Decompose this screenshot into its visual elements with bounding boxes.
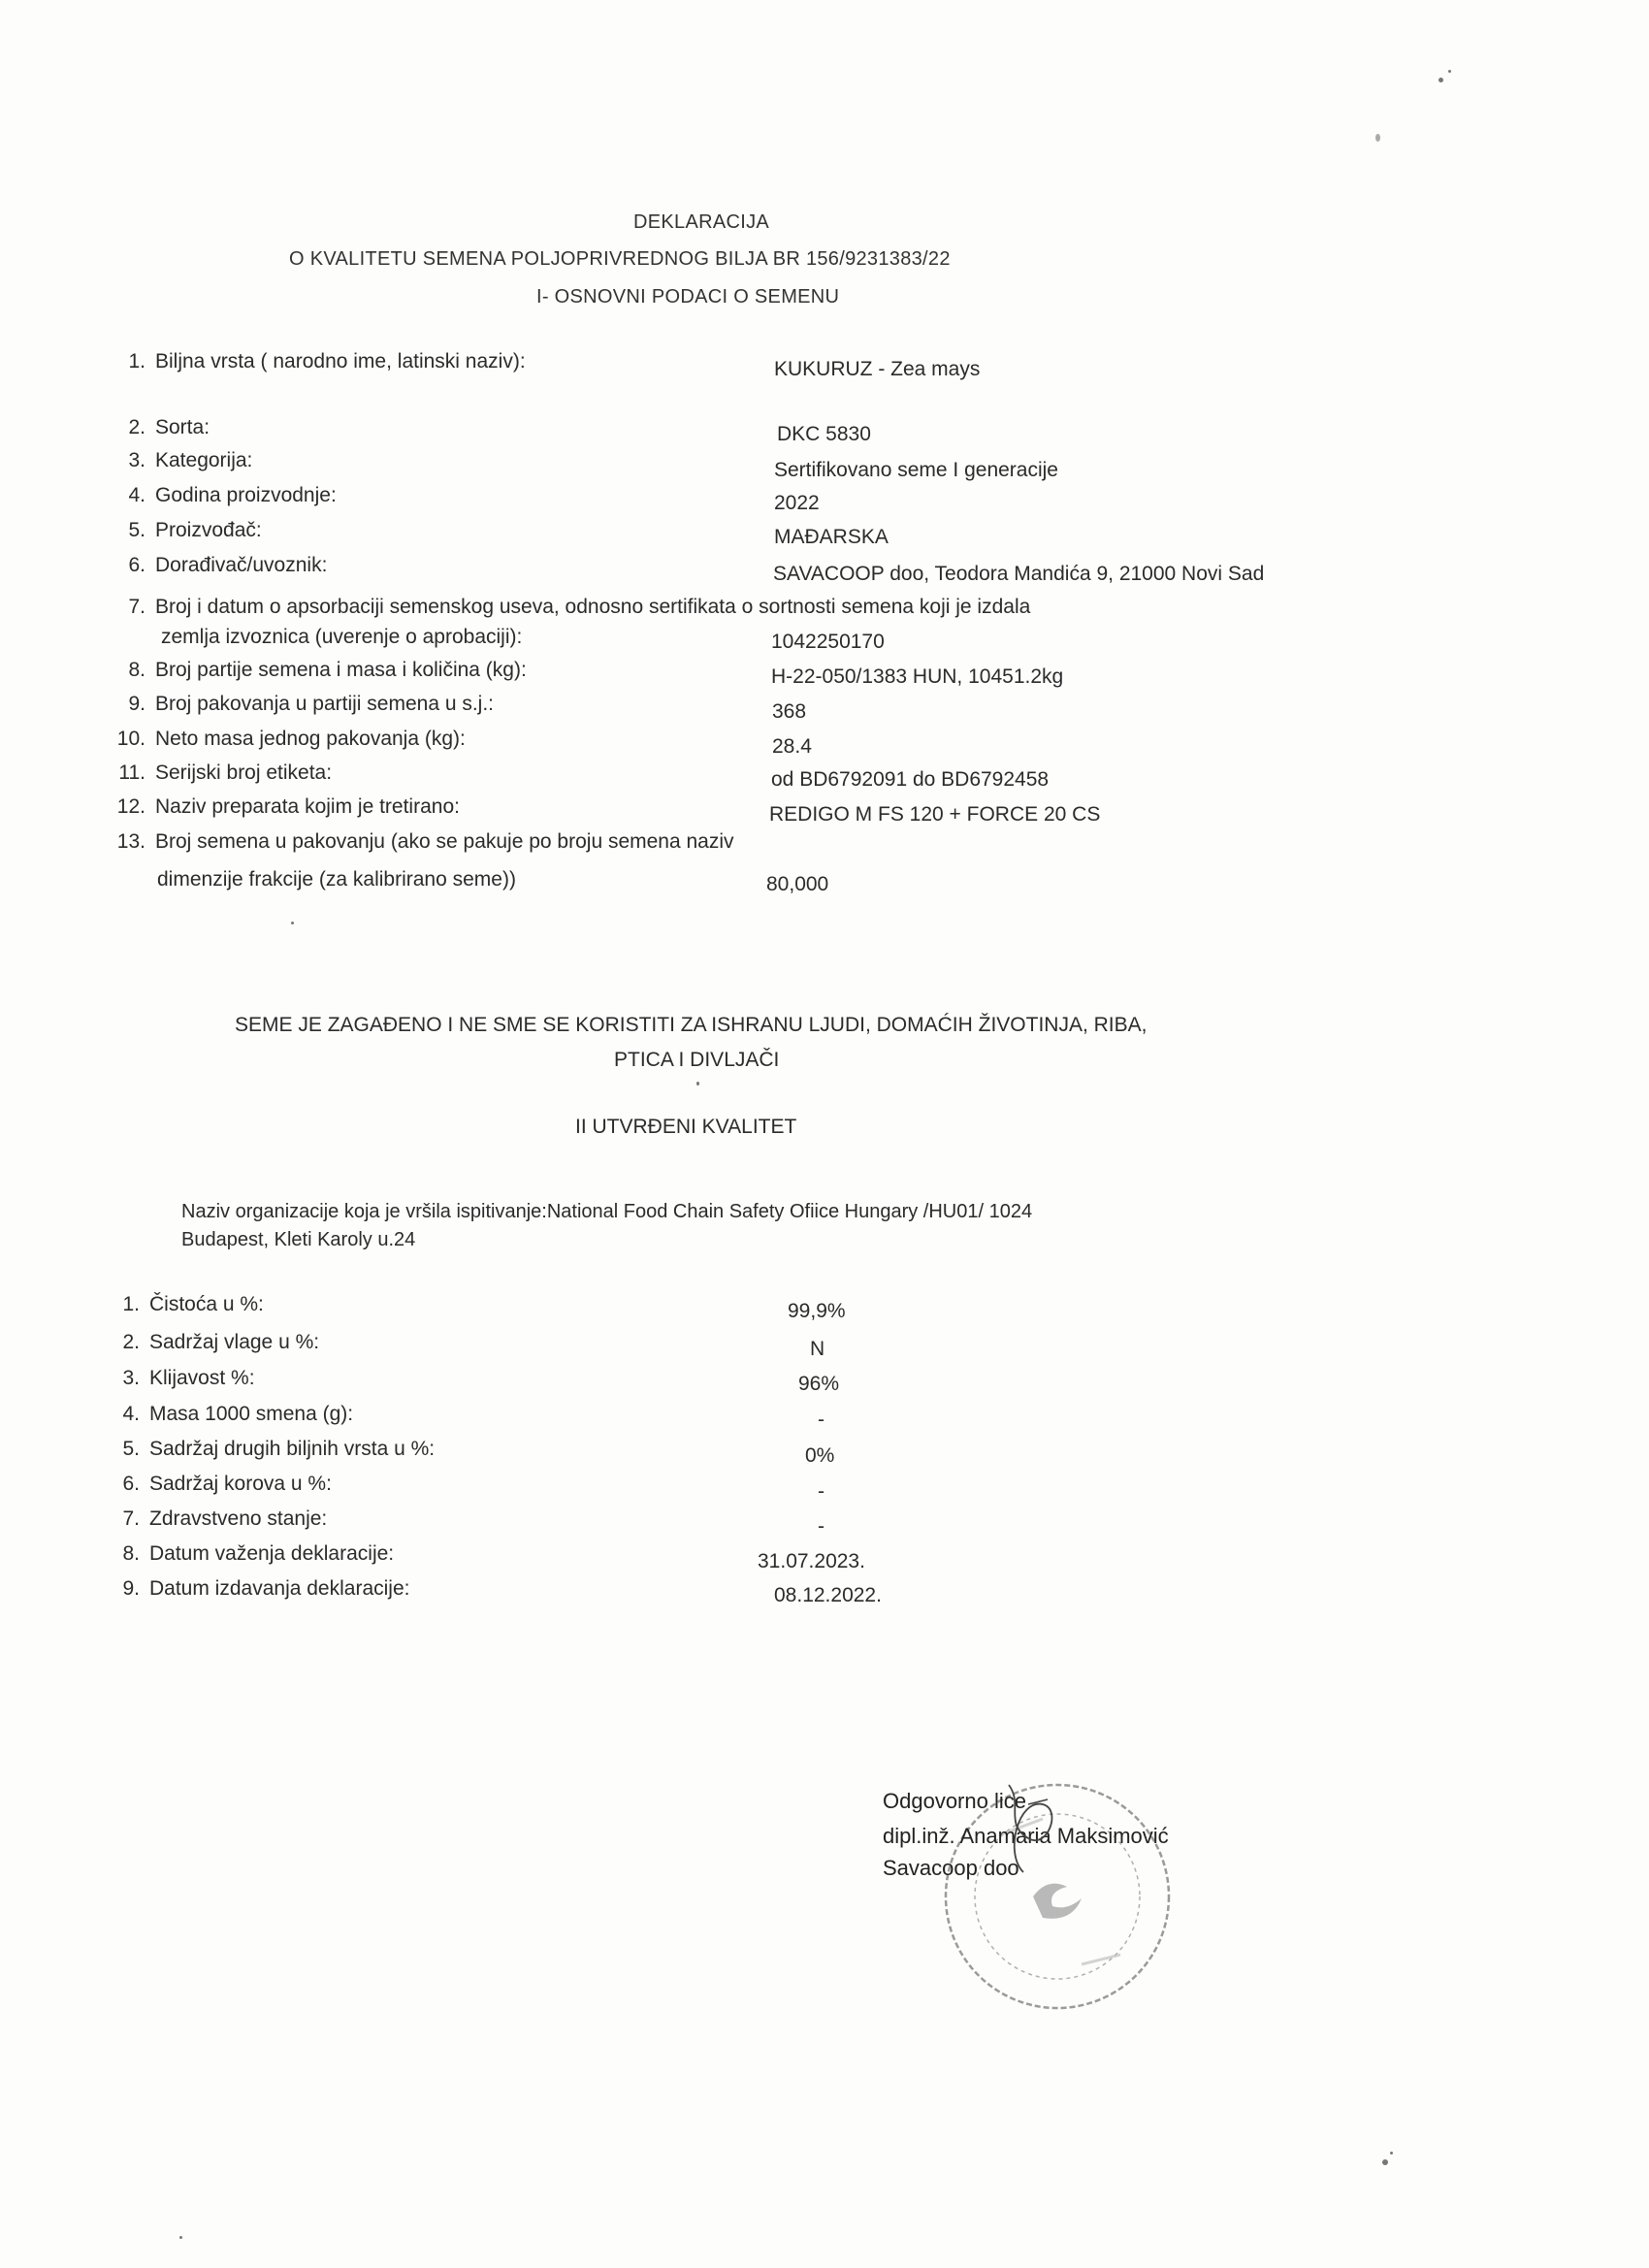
basic-row-4-label (107, 484, 337, 507)
scan-speck (1439, 78, 1443, 82)
signature-role: Odgovorno lice (883, 1789, 1026, 1813)
quality-row-6-value: - (818, 1480, 824, 1503)
warning-line-2: PTICA I DIVLJAČI (614, 1049, 780, 1071)
quality-row-9-value: 08.12.2022. (774, 1584, 882, 1606)
quality-row-1-value: 99,9% (788, 1300, 846, 1322)
quality-row-3-value: 96% (798, 1373, 840, 1395)
row-label: Godina proizvodnje: (155, 484, 337, 506)
basic-row-3-value: Sertifikovano seme I generacije (774, 459, 1058, 481)
scan-speck (1375, 134, 1380, 142)
signature-name: dipl.inž. Anamaria Maksimović (883, 1824, 1169, 1848)
scan-speck (1390, 2152, 1393, 2155)
row-number: 8. (128, 659, 146, 681)
basic-row-9-value: 368 (772, 700, 807, 723)
quality-row-7-value: - (818, 1515, 824, 1538)
row-number: 9. (122, 1577, 140, 1600)
basic-row-1-value: KUKURUZ - Zea mays (774, 358, 981, 380)
basic-row-5-label (107, 519, 262, 542)
row-label: Sadržaj vlage u %: (149, 1331, 320, 1353)
quality-row-4-value: - (818, 1409, 824, 1431)
row-label: Sadržaj korova u %: (149, 1473, 332, 1495)
basic-row-8-value: H-22-050/1383 HUN, 10451.2kg (771, 665, 1064, 688)
row-label: Broj i datum o apsorbaciji semenskog useva, odnosno sertifikata o sortnosti semena koji je izdala (155, 596, 1031, 618)
basic-row-4-value: 2022 (774, 492, 820, 514)
quality-row-8-value: 31.07.2023. (758, 1550, 865, 1572)
row-number: 6. (122, 1473, 140, 1495)
row-label: Datum važenja deklaracije: (149, 1542, 395, 1565)
row-label: Neto masa jednog pakovanja (kg): (155, 728, 466, 750)
basic-row-11-value: od BD6792091 do BD6792458 (771, 768, 1050, 791)
row-label: Sadržaj drugih biljnih vrsta u %: (149, 1438, 436, 1460)
row-number: 4. (128, 484, 146, 506)
row-number: 12. (116, 795, 146, 818)
row-number: 4. (122, 1403, 140, 1425)
row-label: Kategorija: (155, 449, 253, 471)
row-number: 5. (122, 1438, 140, 1460)
row-number: 2. (122, 1331, 140, 1353)
quality-row-3-label (101, 1367, 255, 1390)
basic-row-13-label-continued: dimenzije frakcije (za kalibrirano seme)) (157, 868, 516, 891)
scan-speck (1448, 70, 1451, 73)
basic-row-9-label (107, 693, 494, 716)
basic-row-2-label (107, 416, 210, 439)
organization-line-2: Budapest, Kleti Karoly u.24 (181, 1229, 416, 1250)
basic-row-13-value: 80,000 (766, 873, 829, 895)
row-number: 8. (122, 1542, 140, 1565)
row-label: Broj semena u pakovanju (ako se pakuje po broju semena naziv (155, 830, 734, 853)
row-number: 3. (122, 1367, 140, 1389)
row-number: 7. (122, 1507, 140, 1530)
quality-row-5-value: 0% (805, 1444, 835, 1467)
row-number: 2. (128, 416, 146, 438)
row-label: Naziv preparata kojim je tretirano: (155, 795, 460, 818)
scan-speck (179, 2236, 182, 2239)
organization-line-1: Naziv organizacije koja je vršila ispitivanje:National Food Chain Safety Ofiice Hungary /HU01/ 1024 (181, 1201, 1033, 1222)
basic-row-7-label-continued: zemlja izvoznica (uverenje o aprobaciji): (161, 626, 523, 648)
quality-row-8-label (101, 1542, 394, 1566)
basic-row-7-label (107, 596, 1030, 619)
quality-row-9-label (101, 1577, 409, 1601)
quality-row-2-label (101, 1331, 319, 1354)
row-label: Biljna vrsta ( narodno ime, latinski naziv): (155, 350, 526, 373)
row-number: 5. (128, 519, 146, 541)
scan-speck (696, 1082, 699, 1085)
quality-row-1-label (101, 1293, 264, 1316)
basic-row-10-label (107, 728, 466, 751)
basic-row-1-label (107, 350, 526, 373)
row-number: 1. (128, 350, 146, 373)
basic-row-2-value: DKC 5830 (777, 423, 871, 445)
row-number: 11. (118, 761, 146, 784)
row-number: 10. (116, 728, 146, 750)
basic-row-5-value: MAĐARSKA (774, 526, 889, 548)
row-number: 13. (116, 830, 146, 853)
basic-row-6-value: SAVACOOP doo, Teodora Mandića 9, 21000 Novi Sad (773, 563, 1265, 585)
row-label: Dorađivač/uvoznik: (155, 554, 328, 576)
section-quality-heading: II UTVRĐENI KVALITET (575, 1116, 797, 1138)
basic-row-11-label (107, 761, 332, 785)
warning-line-1: SEME JE ZAGAĐENO I NE SME SE KORISTITI ZA ISHRANU LJUDI, DOMAĆIH ŽIVOTINJA, RIBA, (235, 1014, 1148, 1036)
row-label: Serijski broj etiketa: (155, 761, 333, 784)
basic-row-12-value: REDIGO M FS 120 + FORCE 20 CS (769, 803, 1101, 826)
scan-speck (1382, 2159, 1388, 2165)
row-number: 1. (122, 1293, 140, 1315)
basic-row-12-label (107, 795, 460, 819)
row-label: Zdravstveno stanje: (149, 1507, 328, 1530)
row-label: Masa 1000 smena (g): (149, 1403, 354, 1425)
document-title: DEKLARACIJA (633, 211, 770, 233)
row-label: Čistoća u %: (149, 1293, 264, 1315)
scan-speck (291, 922, 294, 924)
quality-row-5-label (101, 1438, 435, 1461)
document-subtitle: O KVALITETU SEMENA POLJOPRIVREDNOG BILJA BR 156/9231383/22 (289, 248, 951, 270)
basic-row-8-label (107, 659, 527, 682)
handwritten-signature-icon (970, 1775, 1125, 1882)
quality-row-7-label (101, 1507, 327, 1531)
basic-row-13-label (107, 830, 734, 854)
row-label: Klijavost %: (149, 1367, 255, 1389)
quality-row-2-value: N (810, 1338, 825, 1360)
basic-row-7-value: 1042250170 (771, 631, 885, 653)
row-label: Proizvođač: (155, 519, 262, 541)
row-number: 3. (128, 449, 146, 471)
basic-row-10-value: 28.4 (772, 735, 812, 758)
basic-row-6-label (107, 554, 327, 577)
row-number: 9. (128, 693, 146, 715)
quality-row-6-label (101, 1473, 332, 1496)
row-label: Datum izdavanja deklaracije: (149, 1577, 410, 1600)
signature-company: Savacoop doo (883, 1856, 1019, 1880)
quality-row-4-label (101, 1403, 353, 1426)
section-basic-heading: I- OSNOVNI PODACI O SEMENU (536, 286, 840, 308)
row-label: Broj partije semena i masa i količina (kg): (155, 659, 527, 681)
row-number: 6. (128, 554, 146, 576)
row-label: Broj pakovanja u partiji semena u s.j.: (155, 693, 495, 715)
row-number: 7. (128, 596, 146, 618)
basic-row-3-label (107, 449, 252, 472)
row-label: Sorta: (155, 416, 210, 438)
